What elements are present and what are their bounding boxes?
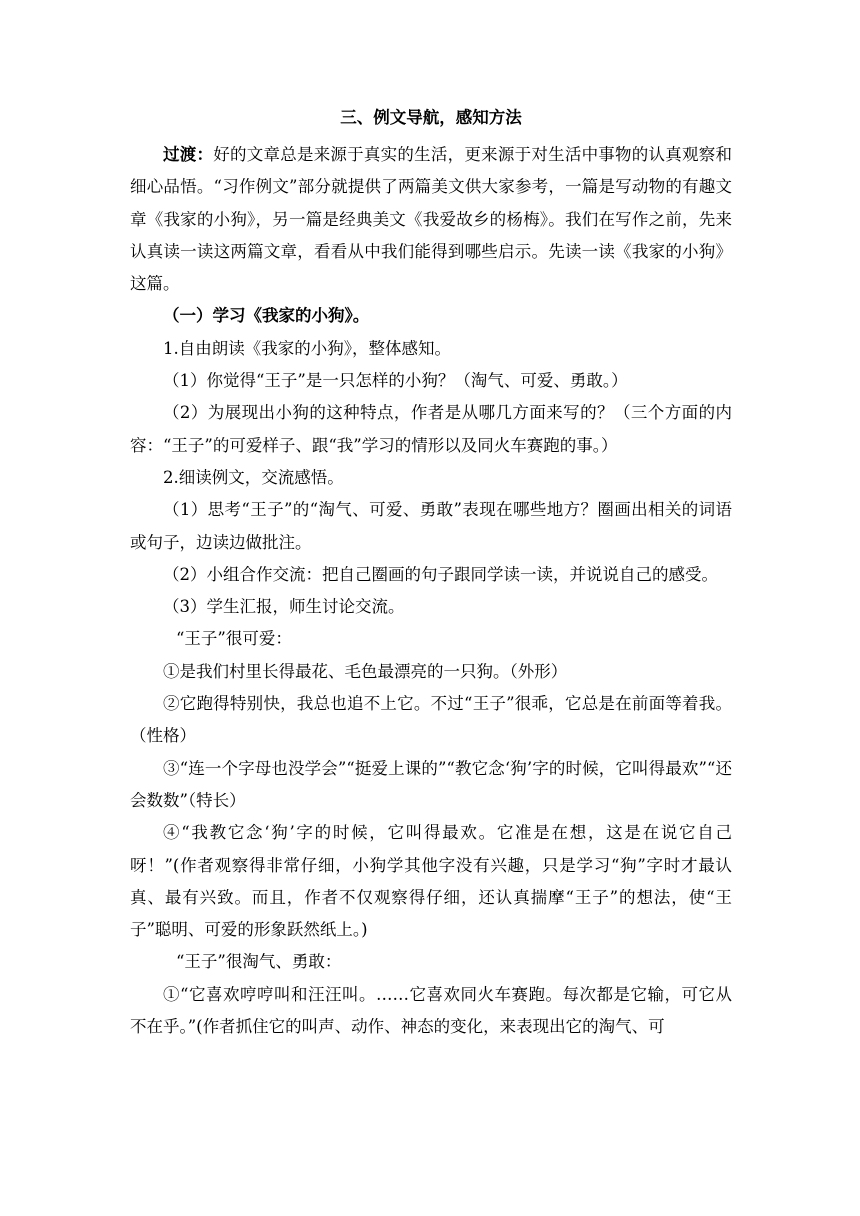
step-2-question-3: （3）学生汇报，师生讨论交流。 [163, 597, 405, 617]
cute-point-3: ③“连一个字母也没学会”“挺爱上课的”“教它念‘狗’字的时候，它叫得最欢”“还会数数”（特长） [130, 758, 732, 810]
transition-label: 过渡： [163, 145, 214, 164]
step-1: 1.自由朗读《我家的小狗》，整体感知。 [163, 338, 451, 358]
cute-point-4: ④“我教它念‘狗’字的时候，它叫得最欢。它准是在想，这是在说它自己呀！”(作者观察得非常仔细，小狗学其他字没有兴趣，只是学习“狗”字时才最认真、最有兴致。而且，作者不仅观察得仔细，还认真揣摩“王子”的想法，使“王子”聪明、可爱的形象跃然纸上。) [130, 823, 732, 940]
cute-heading: “王子”很可爱： [176, 629, 292, 649]
step-2: 2.细读例文，交流感悟。 [163, 467, 344, 487]
subsection-heading: （一）学习《我家的小狗》。 [163, 306, 370, 326]
naughty-point-1: ①“它喜欢哼哼叫和汪汪叫。……它喜欢同火车赛跑。每次都是它输，可它从不在乎。”(作者抓住它的叫声、动作、神态的变化，来表现出它的淘气、可 [130, 984, 732, 1037]
step-2-question-1: （1）思考“王子”的“淘气、可爱、勇敢”表现在哪些地方？圈画出相关的词语或句子，边读边做批注。 [130, 500, 732, 552]
transition-paragraph [130, 139, 732, 300]
transition-text: 好的文章总是来源于真实的生活，更来源于对生活中事物的认真观察和细心品悟。“习作例文”部分就提供了两篇美文供大家参考，一篇是写动物的有趣文章《我家的小狗》，另一篇是经典美文《我爱故乡的杨梅》。我们在写作之前，先来认真读一读这两篇文章，看看从中我们能得到哪些启示。先读一读《我家的小狗》这篇。 [130, 145, 733, 294]
cute-point-2: ②它跑得特别快，我总也追不上它。不过“王子”很乖，它总是在前面等着我。（性格） [130, 694, 732, 746]
section-title: 三、例文导航，感知方法 [340, 108, 522, 127]
cute-point-1: ①是我们村里长得最花、毛色最漂亮的一只狗。（外形） [163, 661, 568, 681]
step-1-question-1: （1）你觉得“王子”是一只怎样的小狗？（淘气、可爱、勇敢。） [163, 371, 628, 391]
naughty-heading: “王子”很淘气、勇敢： [176, 952, 342, 972]
step-1-question-2: （2）为展现出小狗的这种特点，作者是从哪几方面来写的？（三个方面的内容：“王子”的可爱样子、跟“我”学习的情形以及同火车赛跑的事。） [130, 403, 732, 455]
step-2-question-2: （2）小组合作交流：把自己圈画的句子跟同学读一读，并说说自己的感受。 [163, 564, 718, 584]
